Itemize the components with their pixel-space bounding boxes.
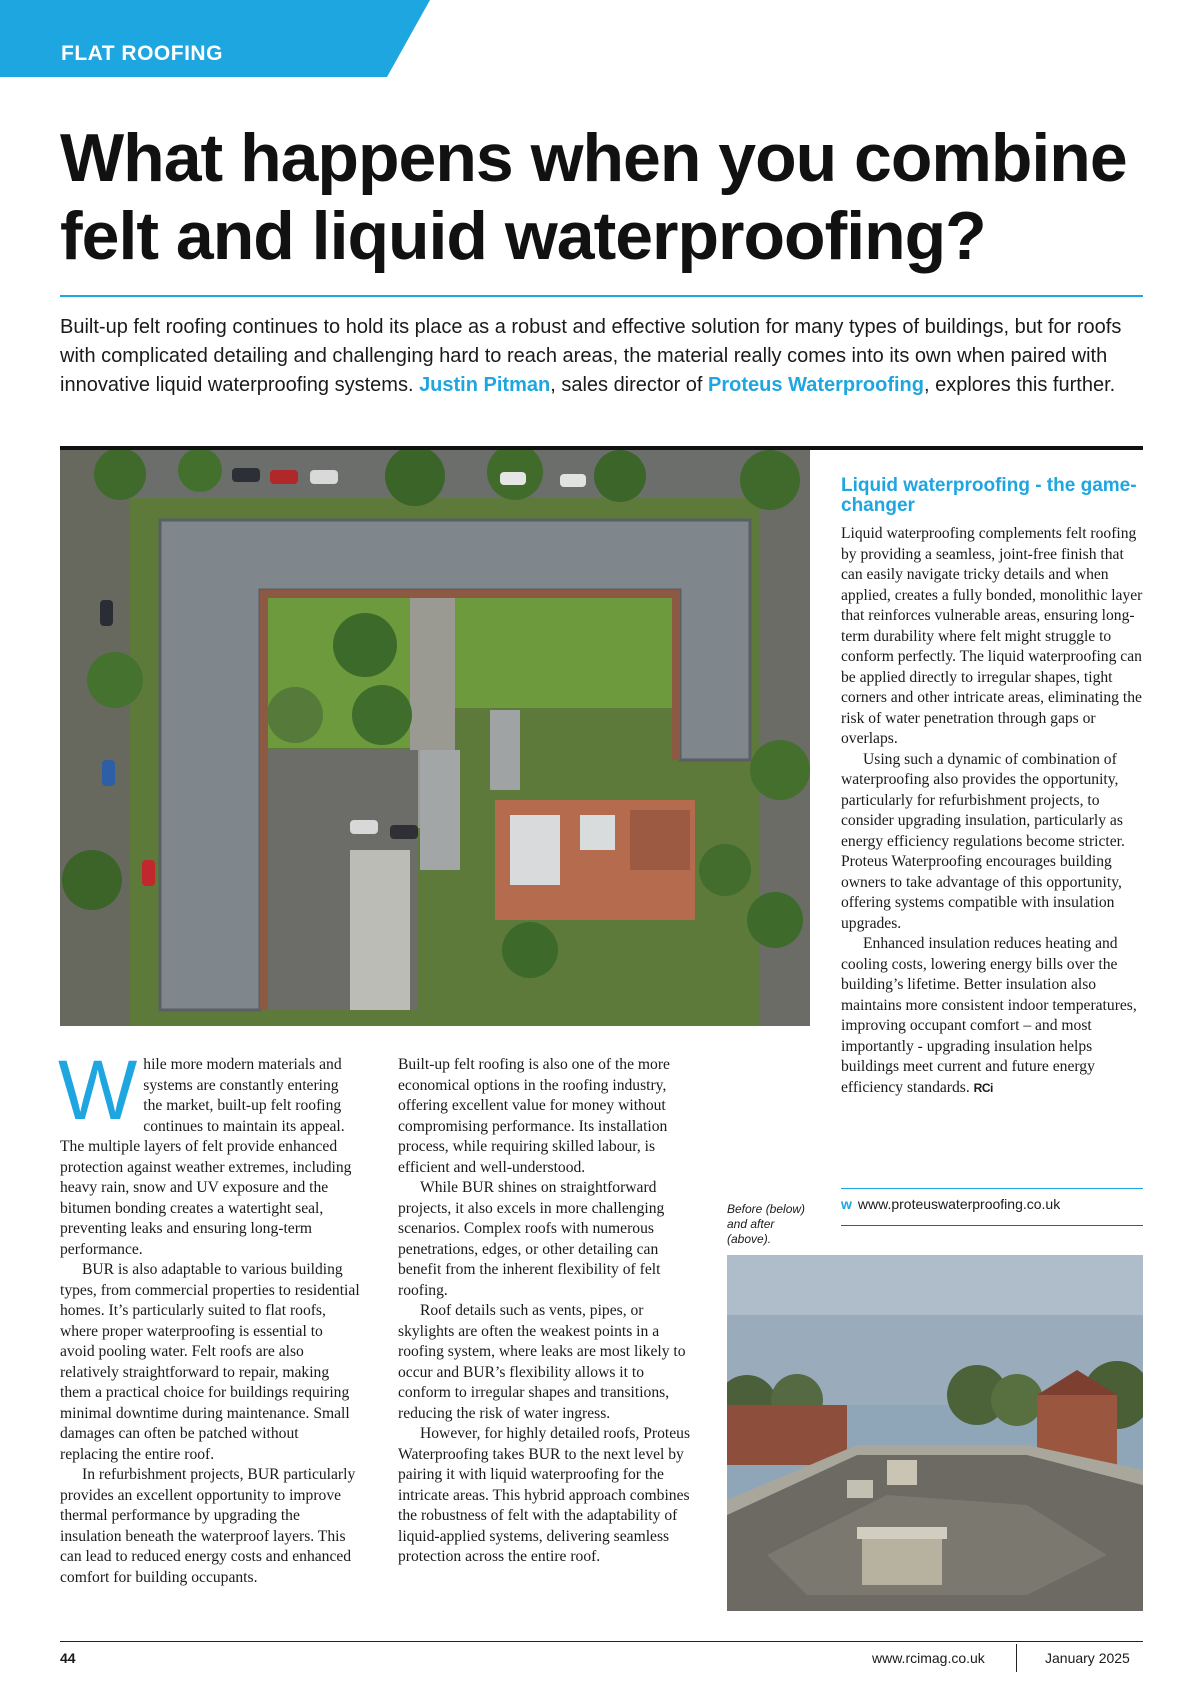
- body-paragraph: However, for highly detailed roofs, Proteus Waterproofing takes BUR to the next level by pairing it with liquid waterproofing for the intricate areas. This hybrid approach combines the robustness of felt with the adaptability of liquid-applied systems, delivering seamless protection across the entire roof.: [398, 1425, 691, 1565]
- issue-date: January 2025: [1045, 1650, 1130, 1666]
- section-label: FLAT ROOFING: [61, 42, 223, 65]
- rci-end-mark: RCi: [973, 1080, 993, 1095]
- photo-caption: Before (below) and after (above).: [727, 1202, 806, 1246]
- website-link[interactable]: www.proteuswaterproofing.co.uk: [857, 1196, 1061, 1212]
- body-paragraph: BUR is also adaptable to various building types, from commercial properties to residential homes. It’s particularly suited to flat roofs, where proper waterproofing is essential to avoid pooling water. Felt roofs are also relatively straightforward to repair, making them a practical choice for buildings requiring minimal downtime during maintenance. Small damages can often be patched without replacing the entire roof.: [60, 1261, 360, 1463]
- footer-rule: [60, 1641, 1143, 1642]
- aerial-roof-photo: [60, 450, 810, 1026]
- author-name: Justin Pitman: [419, 374, 551, 396]
- body-paragraph-text: hile more modern materials and systems are constantly entering the market, built-up felt roofing continues to maintain its appeal. The multiple layers of felt provide enhanced protection against weather extremes, including heavy rain, snow and UV exposure and the bitumen bonding creates a watertight seal, preventing leaks and ensuring long-term performance.: [60, 1056, 352, 1258]
- company-name: Proteus Waterproofing: [708, 374, 924, 396]
- body-column-2: [398, 1055, 698, 1568]
- web-prefix: w: [841, 1196, 852, 1212]
- body-paragraph: In refurbishment projects, BUR particularly provides an excellent opportunity to improve thermal performance by upgrading the insulation beneath the waterproof layers. This can lead to reduced energy costs and enhanced comfort for building occupants.: [60, 1466, 356, 1586]
- sidebar-paragraph: [841, 934, 1143, 1098]
- standfirst-intro: Built-up felt roofing continues to hold its place as a robust and effective solution for many types of buildings, but for roofs with complicated detailing and challenging hard to reach areas, the material really comes into its own when paired with innovative liquid waterproofing systems.: [60, 316, 1122, 396]
- sidebar-paragraph: Using such a dynamic of combination of waterproofing also provides the opportunity, particularly for refurbishment projects, to consider upgrading insulation, particularly as energy efficiency regulations become stricter. Proteus Waterproofing encourages building owners to take advantage of this opportunity, offering systems compatible with insulation upgrades.: [841, 750, 1125, 932]
- sidebar-paragraph-text: Enhanced insulation reduces heating and cooling costs, lowering energy bills over the building’s lifetime. Better insulation also maintains more consistent indoor temperatures, improving occupant comfort – and most importantly - upgrading insulation helps buildings meet current and future energy efficiency standards.: [841, 935, 1137, 1096]
- body-paragraph: [58, 1043, 360, 1260]
- body-paragraph: Roof details such as vents, pipes, or skylights are often the weakest points in a roofing system, where leaks are most likely to occur and BUR’s flexibility allows it to conform to irregular shapes and transitions, reducing the risk of water ingress.: [398, 1302, 686, 1422]
- headline-divider: [60, 295, 1143, 297]
- sidebar-heading: Liquid waterproofing - the game-changer: [841, 475, 1137, 516]
- website-line: [841, 1196, 1060, 1212]
- sidebar-body: [841, 524, 1143, 1098]
- sidebar-paragraph: Liquid waterproofing complements felt roofing by providing a seamless, joint-free finish that can easily navigate tricky details and when applied, creates a fully bonded, monolithic layer that reinforces vulnerable areas, ensuring long-term durability where felt might struggle to conform perfectly. The liquid waterproofing can be applied directly to irregular shapes, tight corners and other intricate areas, eliminating the risk of water penetration through gaps or overlaps.: [841, 525, 1143, 747]
- standfirst-end: , explores this further.: [923, 374, 1116, 396]
- page-number: 44: [60, 1650, 76, 1666]
- website-rule-bottom: [841, 1225, 1143, 1226]
- body-column-1: [58, 1043, 360, 1588]
- footer-separator: [1016, 1644, 1017, 1672]
- body-paragraph: Built-up felt roofing is also one of the more economical options in the roofing industry, offering excellent value for money without compromising performance. Its installation process, while requiring skilled labour, is efficient and well-understood.: [398, 1056, 670, 1176]
- standfirst: [60, 313, 1143, 400]
- standfirst-mid: , sales director of: [550, 374, 709, 396]
- headline: What happens when you combine felt and liquid waterproofing?: [60, 120, 1127, 274]
- drop-cap: W: [58, 1043, 138, 1137]
- website-rule-top: [841, 1188, 1143, 1189]
- before-roof-photo: [727, 1255, 1143, 1611]
- footer-url[interactable]: www.rcimag.co.uk: [872, 1650, 985, 1666]
- body-paragraph: While BUR shines on straightforward projects, it also excels in more challenging scenarios. Complex roofs with numerous penetrations, edges, or other detailing can benefit from the inherent flexibility of felt roofing.: [398, 1179, 665, 1299]
